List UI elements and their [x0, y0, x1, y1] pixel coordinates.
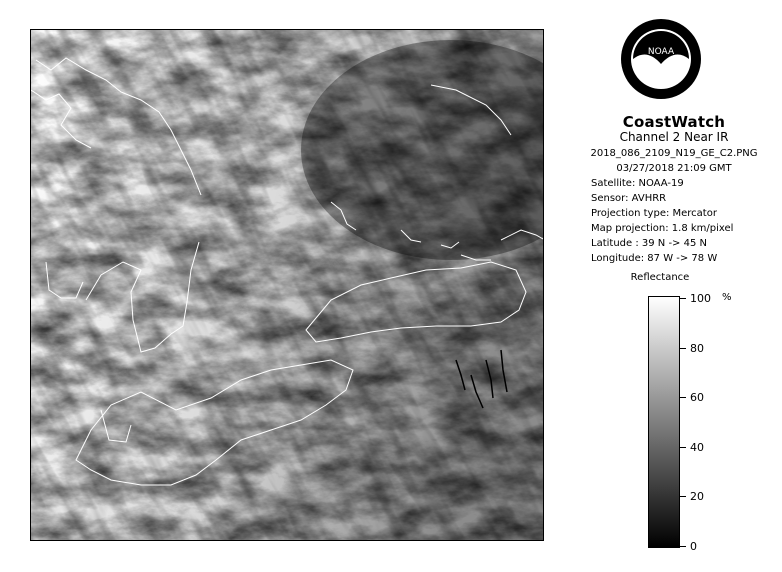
logo-text: NOAA	[647, 47, 675, 57]
noaa-logo	[620, 18, 702, 100]
colorbar-tick-label: 20	[690, 490, 704, 503]
colorbar-tick-mark	[680, 546, 686, 547]
longitude-range: Longitude: 87 W -> 78 W	[591, 253, 718, 264]
colorbar-tick-label: 60	[690, 391, 704, 404]
brand-title: CoastWatch	[622, 113, 726, 131]
satellite-info: Satellite: NOAA-19	[591, 178, 684, 189]
colorbar-tick-mark	[680, 397, 686, 398]
colorbar-tick-label: 80	[690, 342, 704, 355]
date-time: 03/27/2018 21:09 GMT	[616, 163, 732, 174]
colorbar-unit: %	[722, 292, 732, 303]
colorbar-label: Reflectance	[630, 272, 690, 283]
map-projection: Map projection: 1.8 km/pixel	[591, 223, 734, 234]
channel-name: Channel 2 Near IR	[619, 130, 729, 144]
satellite-image	[30, 29, 544, 541]
colorbar	[648, 296, 680, 548]
projection-type: Projection type: Mercator	[591, 208, 717, 219]
colorbar-tick-label: 0	[690, 540, 697, 553]
colorbar-tick-mark	[680, 447, 686, 448]
colorbar-tick-label: 40	[690, 441, 704, 454]
latitude-range: Latitude : 39 N -> 45 N	[591, 238, 707, 249]
sensor-info: Sensor: AVHRR	[591, 193, 667, 204]
colorbar-tick-label: 100	[690, 292, 711, 305]
file-name: 2018_086_2109_N19_GE_C2.PNG	[590, 148, 758, 159]
colorbar-tick-mark	[680, 496, 686, 497]
colorbar-tick-mark	[680, 298, 686, 299]
colorbar-tick-mark	[680, 348, 686, 349]
